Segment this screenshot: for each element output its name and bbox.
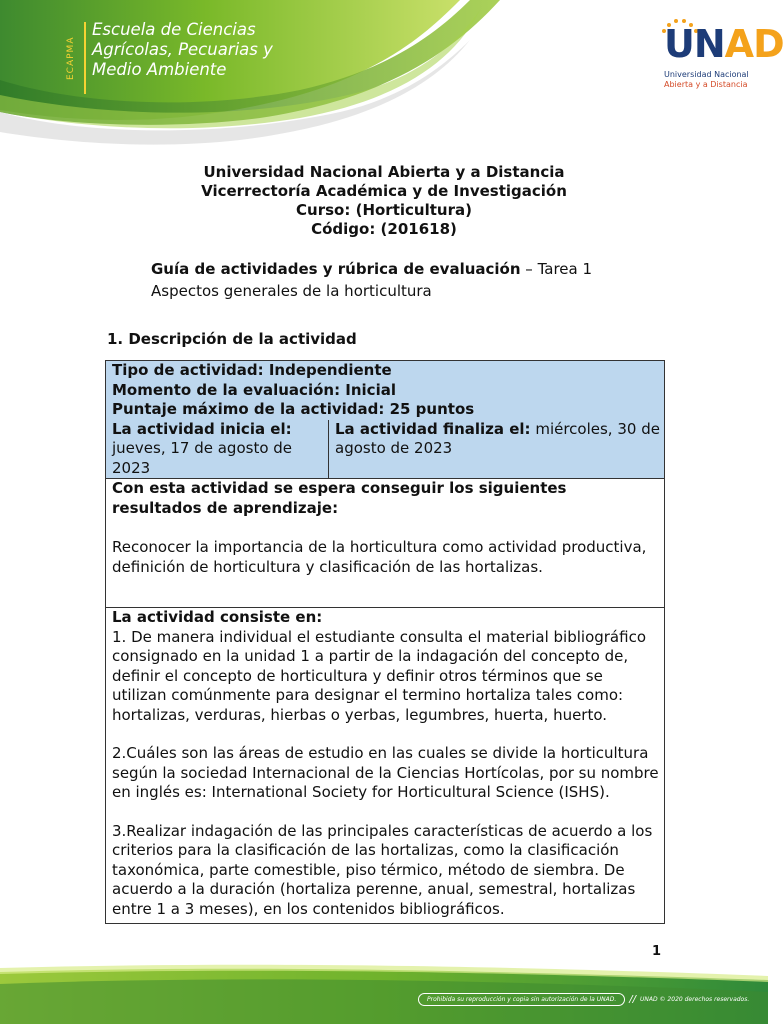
logo-letter-u: U: [664, 22, 694, 66]
end-date-cell: [329, 420, 664, 479]
logo-letter-n: N: [693, 22, 725, 66]
activity-description: [106, 608, 664, 923]
ecapma-vertical-label: ECAPMA: [66, 36, 76, 80]
school-name: [92, 20, 273, 80]
school-name-line-1: Escuela de Ciencias: [92, 20, 256, 39]
date-row: [106, 420, 664, 480]
footer-separator-icon: //: [629, 993, 637, 1005]
evaluation-moment: Momento de la evaluación: Inicial: [112, 380, 396, 399]
school-name-line-2: Agrícolas, Pecuarias y: [92, 40, 273, 59]
max-score: Puntaje máximo de la actividad: 25 puntos: [112, 400, 475, 418]
document-title-block: [0, 163, 768, 239]
guide-title: [151, 259, 592, 279]
guide-subtitle: Aspectos generales de la horticultura: [151, 282, 432, 300]
footer-notice-left: Prohibida su reproducción y copia sin autorización de la UNAD.: [418, 993, 625, 1006]
outcomes-spacer: [112, 518, 660, 538]
vicerrectoria-name: Vicerrectoría Académica y de Investigación: [201, 182, 567, 200]
logo-caption-line-1: Universidad Nacional: [664, 70, 749, 79]
university-name: Universidad Nacional Abierta y a Distancia: [203, 163, 565, 181]
logo-letters-ad: AD: [724, 22, 784, 66]
activity-item-2: 2.Cuáles son las áreas de estudio en las cuales se divide la horticultura según la sociedad Internacional de la Ciencias Hortícolas, por su nombre en inglés es: International Society for Horticultural Science (ISHS).: [112, 744, 659, 801]
end-date-label: La actividad finaliza el:: [335, 419, 531, 438]
learning-outcomes: [106, 479, 664, 608]
guide-title-task: – Tarea 1: [520, 260, 593, 278]
school-divider: [84, 22, 86, 94]
school-name-block: [66, 18, 326, 98]
footer-notice: [418, 990, 749, 1008]
course-code: Código: (201618): [311, 220, 457, 238]
page-number: 1: [652, 944, 662, 959]
end-date-value: miércoles, 30 de agosto de 2023: [335, 419, 660, 457]
outcomes-text: Reconocer la importancia de la horticultura como actividad productiva, definición de horticultura y clasificación de las hortalizas.: [112, 538, 647, 576]
activity-summary: [106, 361, 664, 420]
activity-item-3: 3.Realizar indagación de las principales características de acuerdo a los criterios para la clasificación de las hortalizas, como la clasificación taxonómica, parte comestible, piso térmico, método de siembra. De acuerdo a la duración (hortaliza perenne, anual, semestral, hortalizas entre 1 a 3 meses), en los contenidos bibliográficos.: [112, 821, 653, 918]
unad-logo: [660, 18, 784, 98]
activity-type: Tipo de actividad: Independiente: [112, 361, 392, 379]
school-name-line-3: Medio Ambiente: [92, 60, 227, 79]
item-gap-1: [112, 725, 660, 744]
activity-item-1: 1. De manera individual el estudiante consulta el material bibliográfico consignado en la unidad 1 a partir de la indagación del concepto de, definir el concepto de horticultura y definir otros términos que se utilizan comúnmente para designar el termino hortaliza tales como: hortalizas, verduras, hierbas o yerbas, legumbres, huerta, huerto.: [112, 627, 646, 724]
unad-wordmark: [664, 22, 784, 66]
course-name: Curso: (Horticultura): [296, 201, 472, 219]
start-date-value: jueves, 17 de agosto de 2023: [112, 439, 293, 477]
start-date-cell: [106, 420, 329, 479]
activity-table: [105, 360, 665, 924]
consists-heading: La actividad consiste en:: [112, 608, 323, 626]
logo-caption-line-2: Abierta y a Distancia: [664, 80, 748, 89]
item-gap-2: [112, 803, 660, 822]
section-heading: 1. Descripción de la actividad: [107, 330, 357, 348]
outcomes-heading: Con esta actividad se espera conseguir los siguientes resultados de aprendizaje:: [112, 479, 567, 517]
footer-notice-right: UNAD © 2020 derechos reservados.: [640, 995, 750, 1003]
guide-title-bold: Guía de actividades y rúbrica de evaluación: [151, 260, 521, 278]
start-date-label: La actividad inicia el:: [112, 419, 292, 438]
footer-banner: [0, 962, 768, 1024]
header-banner: [0, 0, 784, 150]
logo-caption: [664, 70, 749, 90]
